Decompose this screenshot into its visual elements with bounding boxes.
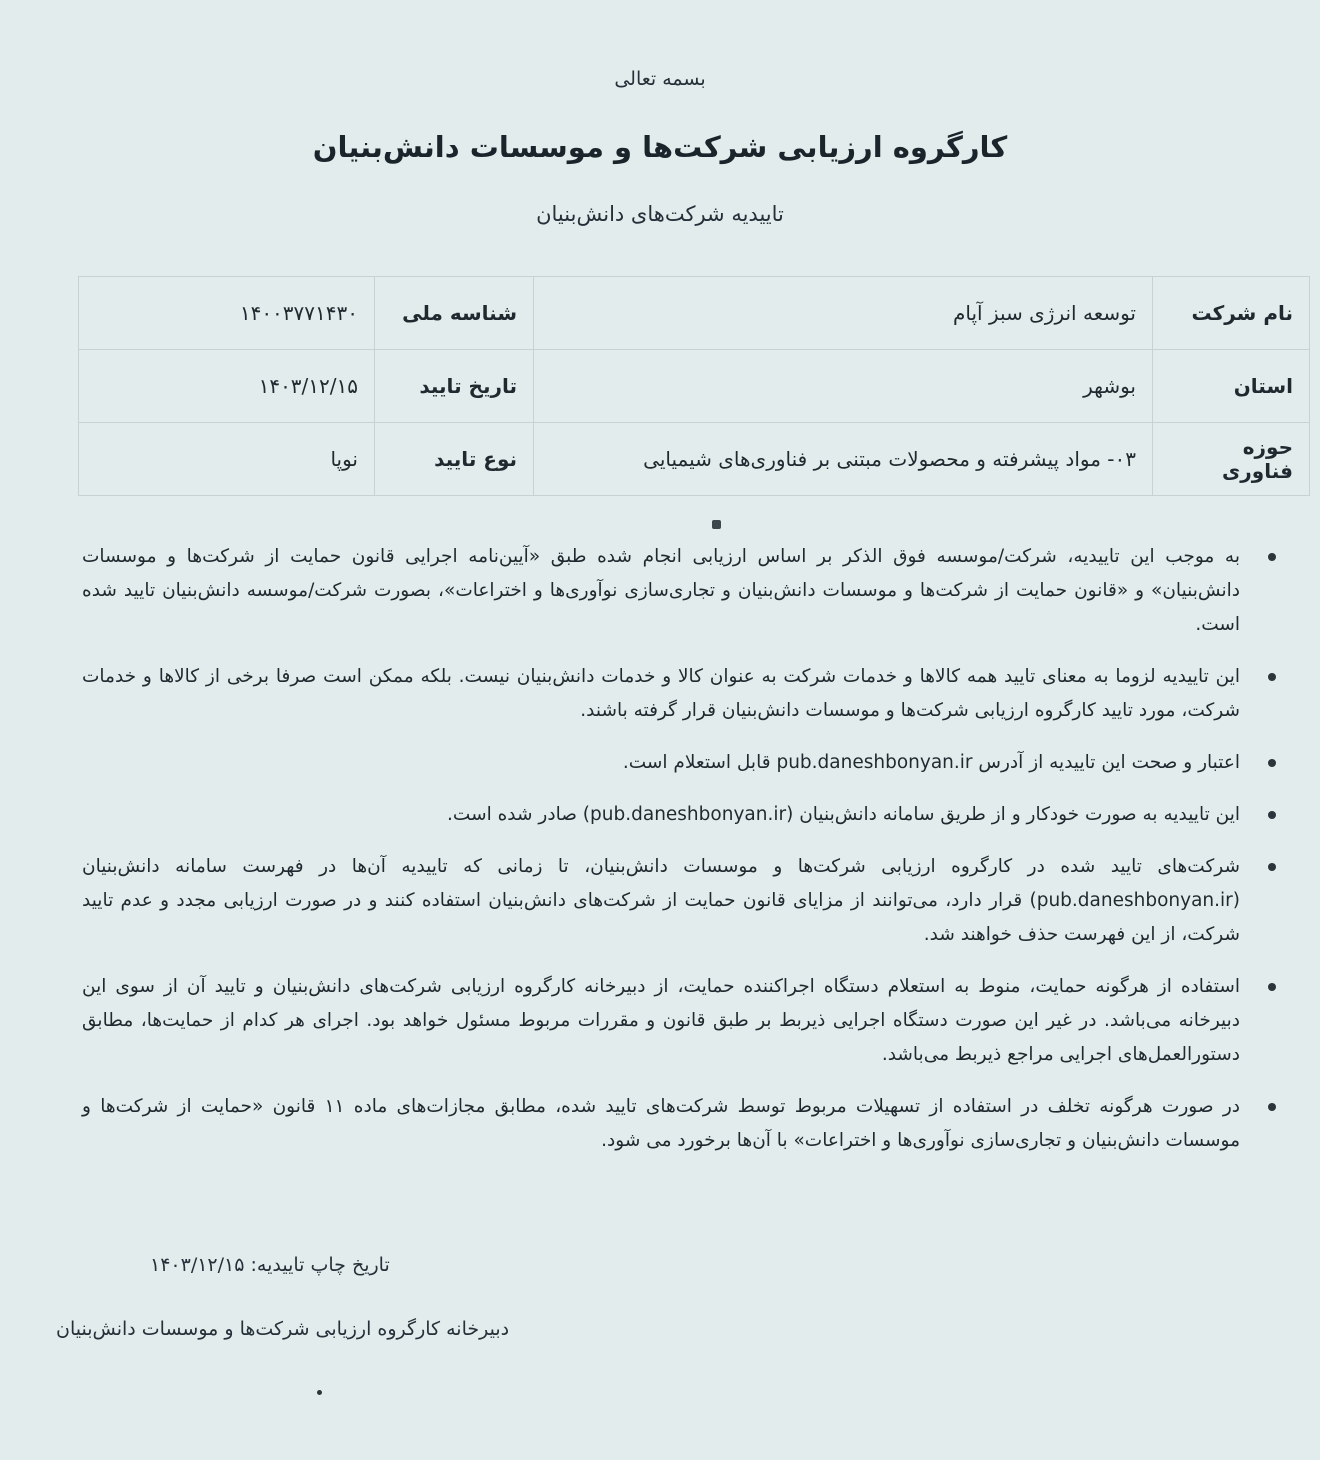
bullet-icon — [1268, 983, 1276, 991]
note-text: شرکت‌های تایید شده در کارگروه ارزیابی شرکت‌ها و موسسات دانش‌بنیان، تا زمانی که تاییدیه آن‌ها در فهرست سامانه دانش‌بنیان (pub.daneshbonyan.ir) قرار دارد، می‌توانند از مزایای قانون حمایت از شرکت‌های دانش‌بنیان استفاده کنند و در صورت ارزیابی مجدد و عدم تایید شرکت، از این فهرست حذف خواهند شد. — [82, 856, 1240, 945]
bullet-icon — [1268, 811, 1276, 819]
page-title: کارگروه ارزیابی شرکت‌ها و موسسات دانش‌بنیان — [312, 130, 1008, 164]
note-text: به موجب این تاییدیه، شرکت/موسسه فوق الذکر بر اساس ارزیابی انجام شده طبق «آیین‌نامه اجرایی قانون حمایت از شرکت‌ها و موسسات دانش‌بنیان» و «قانون حمایت از شرکت‌ها و موسسات دانش‌بنیان و تجاری‌سازی نوآوری‌ها و اختراعات»، بصورت شرکت/موسسه دانش‌بنیان تایید شده است. — [82, 546, 1240, 635]
note-text: این تاییدیه لزوما به معنای تایید همه کالاها و خدمات شرکت به عنوان کالا و خدمات دانش‌بنیان نیست. بلکه ممکن است صرفا برخی از کالاها و خدمات شرکت، مورد تایید کارگروه ارزیابی شرکت‌ها و موسسات دانش‌بنیان قرار گرفته باشند. — [82, 666, 1240, 721]
national-id-label: شناسه ملی — [375, 277, 534, 350]
list-item — [82, 1090, 1282, 1158]
note-text: این تاییدیه به صورت خودکار و از طریق سامانه دانش‌بنیان (pub.daneshbonyan.ir) صادر شده است. — [447, 804, 1240, 825]
table-row — [79, 423, 1310, 496]
page-subtitle: تاییدیه شرکت‌های دانش‌بنیان — [536, 202, 784, 226]
notes-list — [82, 540, 1282, 1176]
list-item — [82, 850, 1282, 952]
bismillah-heading: بسمه تعالی — [614, 68, 706, 90]
bullet-icon — [1268, 1103, 1276, 1111]
table-row — [79, 277, 1310, 350]
print-date: تاریخ چاپ تاییدیه: ۱۴۰۳/۱۲/۱۵ — [150, 1254, 390, 1276]
approval-date-value: ۱۴۰۳/۱۲/۱۵ — [79, 350, 375, 423]
tech-field-label: حوزه فناوری — [1153, 423, 1310, 496]
approval-type-label: نوع تایید — [375, 423, 534, 496]
bullet-icon — [1268, 863, 1276, 871]
company-info-table — [78, 276, 1310, 496]
bullet-icon — [1268, 673, 1276, 681]
note-text: استفاده از هرگونه حمایت، منوط به استعلام دستگاه اجراکننده حمایت، از دبیرخانه کارگروه ارزیابی شرکت‌های دانش‌بنیان و تایید آن از سوی این دبیرخانه می‌باشد. در غیر این صورت دستگاه اجرایی ذیربط بر طبق قانون و مقررات مربوط مسئول خواهد بود. اجرای هر کدام از حمایت‌ها، مطابق دستورالعمل‌های اجرایی مراجع ذیربط می‌باشد. — [82, 976, 1240, 1065]
list-item — [82, 798, 1282, 832]
decorative-mark — [712, 520, 721, 529]
list-item — [82, 540, 1282, 642]
approval-date-label: تاریخ تایید — [375, 350, 534, 423]
tech-field-value: ۰۳- مواد پیشرفته و محصولات مبتنی بر فناوری‌های شیمیایی — [534, 423, 1153, 496]
province-label: استان — [1153, 350, 1310, 423]
bullet-icon — [1268, 553, 1276, 561]
note-text: اعتبار و صحت این تاییدیه از آدرس pub.daneshbonyan.ir قابل استعلام است. — [622, 752, 1240, 773]
company-name-value: توسعه انرژی سبز آپام — [534, 277, 1153, 350]
table-row — [79, 350, 1310, 423]
decorative-dot — [317, 1390, 322, 1395]
list-item — [82, 660, 1282, 728]
list-item — [82, 746, 1282, 780]
note-text: در صورت هرگونه تخلف در استفاده از تسهیلات مربوط توسط شرکت‌های تایید شده، مطابق مجازات‌های ماده ۱۱ قانون «حمایت از شرکت‌ها و موسسات دانش‌بنیان و تجاری‌سازی نوآوری‌ها و اختراعات» با آن‌ها برخورد می شود. — [82, 1096, 1240, 1151]
list-item — [82, 970, 1282, 1072]
bullet-icon — [1268, 759, 1276, 767]
national-id-value: ۱۴۰۰۳۷۷۱۴۳۰ — [79, 277, 375, 350]
province-value: بوشهر — [534, 350, 1153, 423]
approval-type-value: نوپا — [79, 423, 375, 496]
secretariat-signature: دبیرخانه کارگروه ارزیابی شرکت‌ها و موسسات دانش‌بنیان — [56, 1318, 510, 1340]
company-name-label: نام شرکت — [1153, 277, 1310, 350]
